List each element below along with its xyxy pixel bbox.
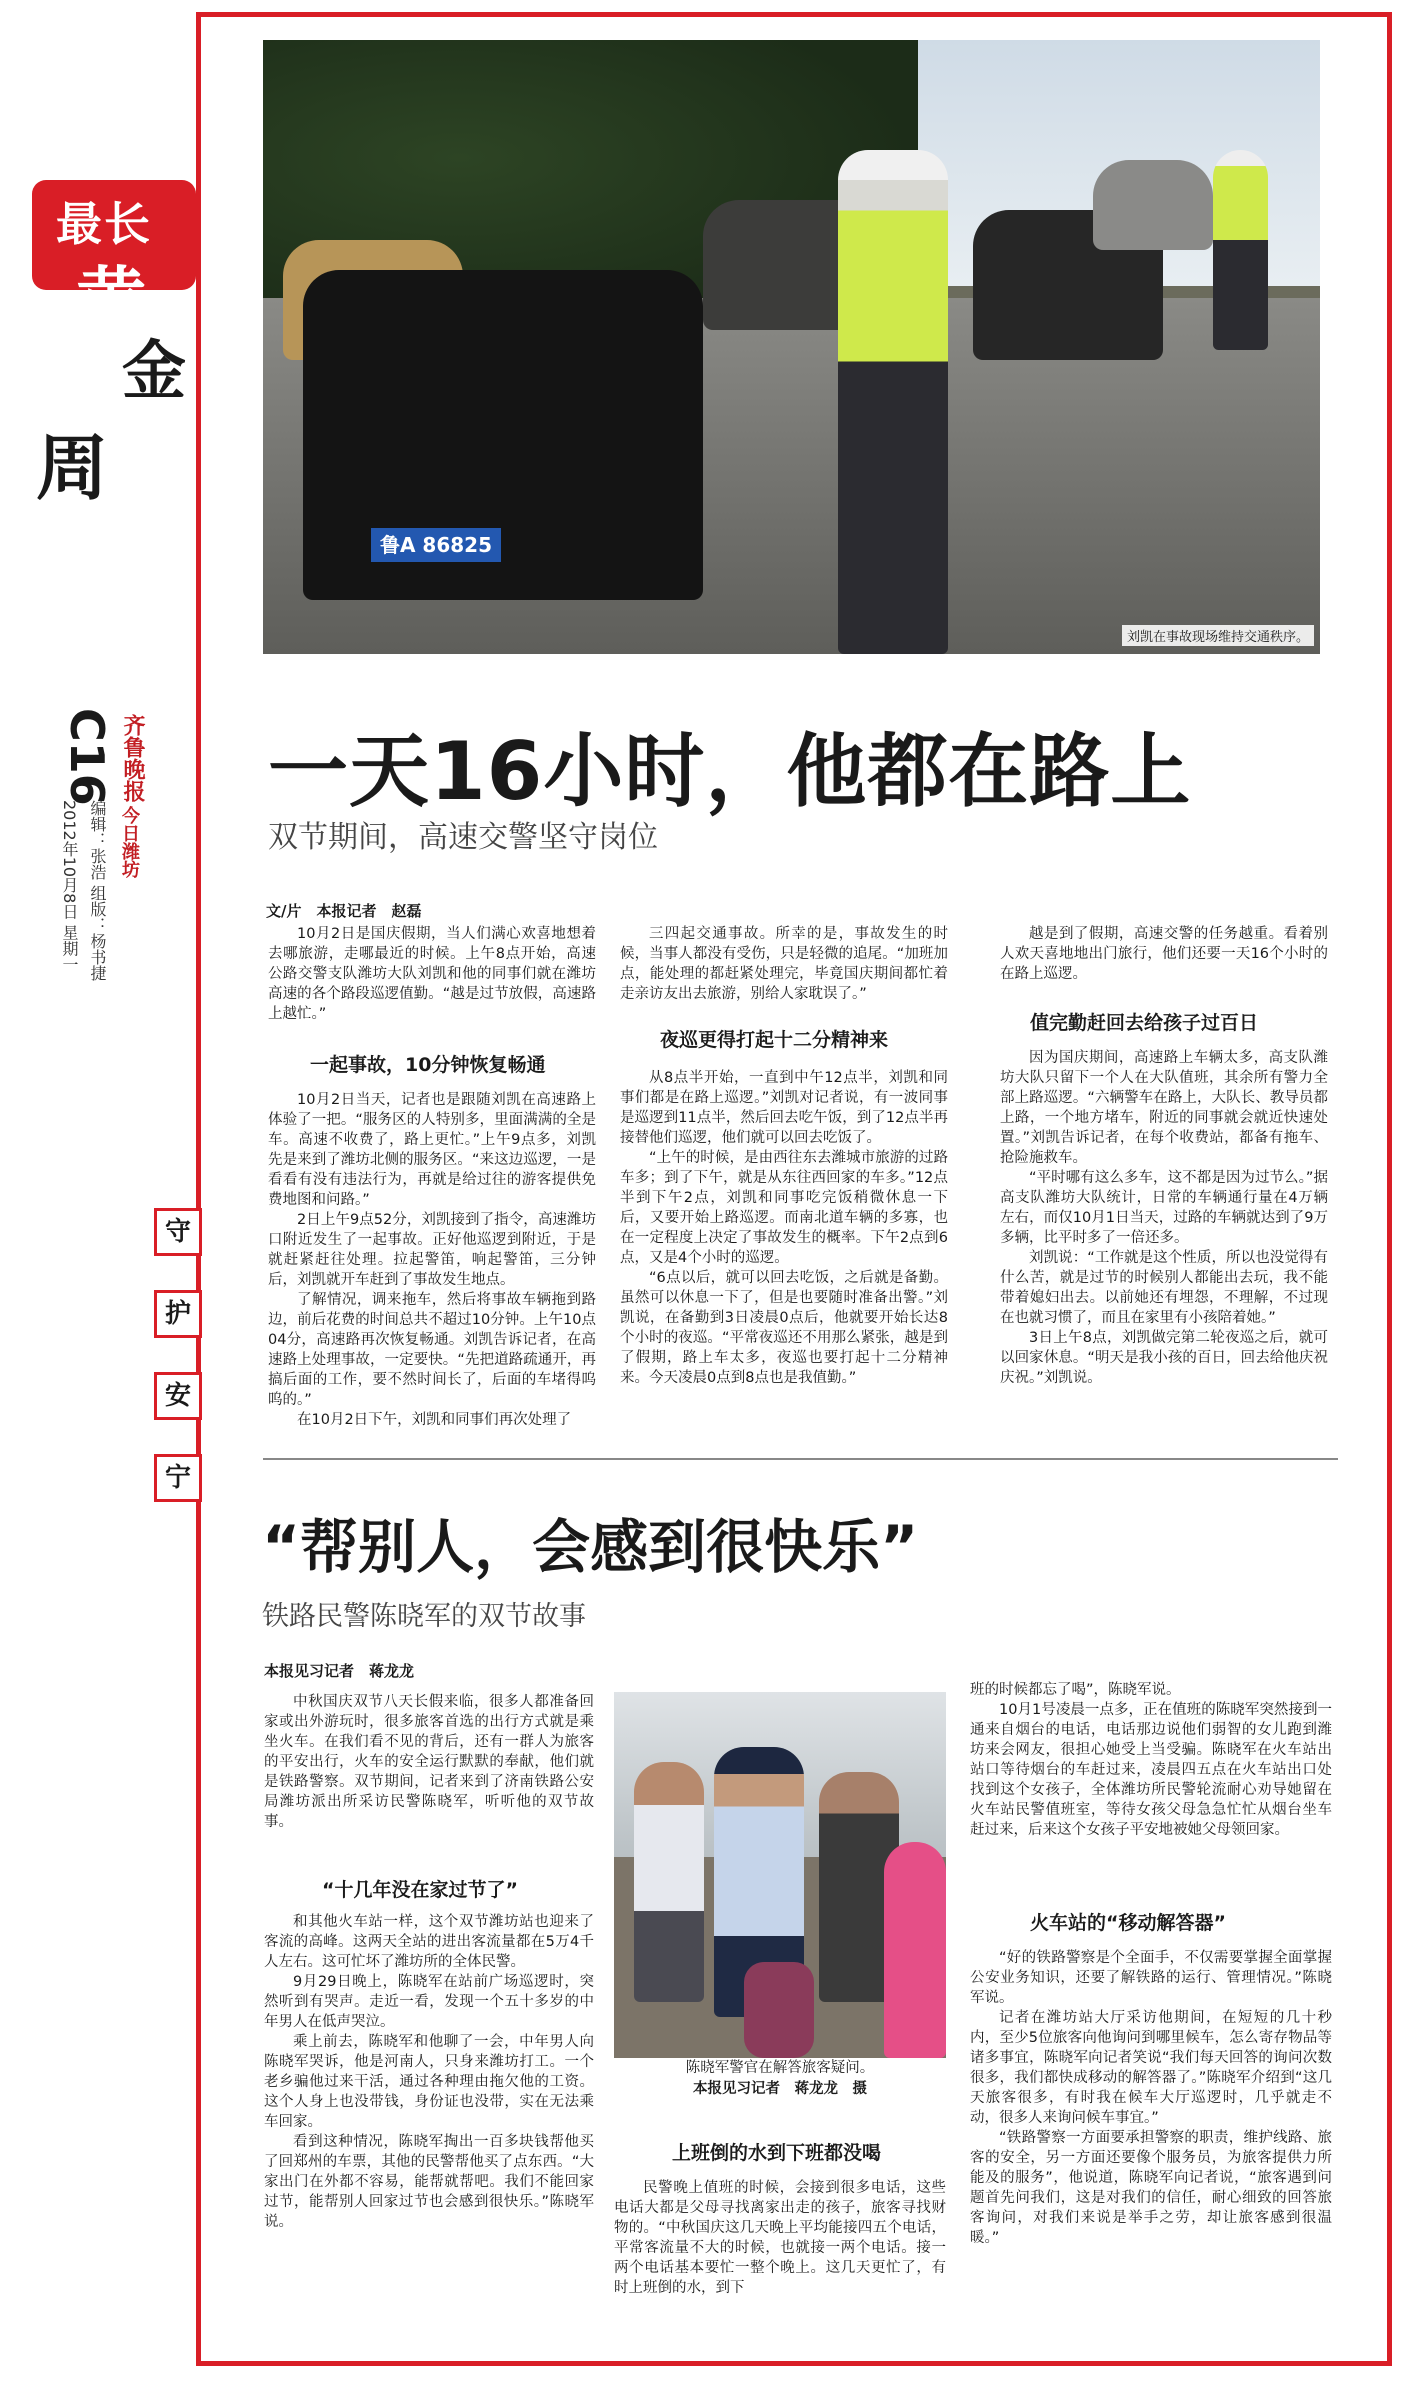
traffic-police-photo xyxy=(263,40,1320,654)
railway-police-photo xyxy=(614,1692,946,2058)
story2-column-3: 班的时候都忘了喝”，陈晓军说。 10月1号凌晨一点多，正在值班的陈晓军突然接到一通来自烟台的电话，电话那边说他们弱智的女儿跑到潍坊来会网友，很担心她受上当受骗。陈晓军在火车站出站口等待烟台的车赶过来，凌晨四五点在火车站出口处找到这个女孩子，全体潍坊所民警轮流耐心劝导她留在火车站民警值班室，等待女孩父母急急忙忙从烟台坐车赶过来，后来这个女孩子平安地被她父母领回家。 xyxy=(970,1682,1332,1838)
logo-char-huang: 黄 xyxy=(76,259,146,341)
story2-subhead-c: 火车站的“移动解答器” xyxy=(1030,1912,1226,1934)
black-car xyxy=(303,270,703,600)
golden-week-logo xyxy=(32,180,196,510)
story1-column-1b: 10月2日当天，记者也是跟随刘凯在高速路上体验了一把。“服务区的人特别多，里面满满的全是车。高速不收费了，路上更忙。”上午9点多，刘凯先是来到了潍坊北侧的服务区。“来这边巡逻，一是看看有没有违法行为，再就是给过往的游客提供免费地图和问路。” 2日上午9点52分，刘凯接到了指令，高速潍坊口附近发生了一起事故。正好他巡逻到附近，于是就赶紧赶往处理。拉起警笛，响起警笛，三分钟后，刘凯就开车赶到了事故发生地点。 了解情况，调来拖车，然后将事故车辆拖到路边，前后花费的时间总共不超过10分钟。上午10点04分，高速路再次恢复畅通。刘凯告诉记者，在高速路上处理事故，一定要快。“先把道路疏通开，再搞后面的工作，要不然时间长了，后面的车堵得呜呜的。” 在10月2日下午，刘凯和同事们再次处理了 xyxy=(268,1092,596,1428)
story1-subhead-c: 值完勤赶回去给孩子过百日 xyxy=(1030,1012,1259,1034)
story1-subhead-b: 夜巡更得打起十二分精神来 xyxy=(660,1029,889,1051)
guard-tag-1: 守 xyxy=(154,1208,202,1256)
story2-column-1: 中秋国庆双节八天长假来临，很多人都准备回家或出外游玩时，很多旅客首选的出行方式就是乘坐火车。在我们看不见的背后，还有一群人为旅客的平安出行，火车的安全运行默默的奉献，他们就是铁路警察。双节期间，记者来到了济南铁路公安局潍坊派出所采访民警陈晓军，听听他的双节故事。 xyxy=(264,1694,594,1830)
section-name: 今日潍坊 xyxy=(119,806,140,878)
story2-column-2: 民警晚上值班的时候，会接到很多电话，这些电话大都是父母寻找离家出走的孩子，旅客寻找财物的。“中秋国庆这几天晚上平均能接四五个电话，平常客流量不大的时候，也就接一两个电话。接一两个电话基本要忙一整个晚上。这几天更忙了，有时上班倒的水，到下 xyxy=(614,2180,946,2296)
logo-char-jin: 金 xyxy=(122,335,186,409)
story2-byline: 本报见习记者 蒋龙龙 xyxy=(264,1662,415,1680)
story2-column-3b: “好的铁路警察是个全面手，不仅需要掌握全面掌握公安业务知识，还要了解铁路的运行、管理情况。”陈晓军说。 记者在潍坊站大厅采访他期间，在短短的几十秒内，至少5位旅客向他询问到哪里候车，怎么寄存物品等诸多事宜，陈晓军向记者笑说“我们每天回答的询问次数很多，我们都快成移动的解答器了。”陈晓军介绍到“这几天旅客很多，有时我在候车大厅巡逻时，几乎就走不动，很多人来询问候车事宜。” “铁路警察一方面要承担警察的职责，维护线路、旅客的安全，另一方面还要像个服务员，为旅客提供力所能及的服务”，他说道，陈晓军向记者说，“旅客遇到问题首先问我们，这是对我们的信任，耐心细致的回答旅客询问，对我们来说是举手之劳，却让旅客感到很温暖。” xyxy=(970,1950,1332,2246)
story1-byline: 文/片 本报记者 赵磊 xyxy=(266,902,422,920)
logo-line1: 最长 xyxy=(56,197,152,251)
story1-column-1: 10月2日是国庆假期，当人们满心欢喜地想着去哪旅游，走哪最近的时候。上午8点开始，高速公路交警支队潍坊大队刘凯和他的同事们就在潍坊高速的各个路段巡逻值勤。“越是过节放假，高速路上越忙。” xyxy=(268,926,596,1022)
story2-subhead-a: “十几年没在家过节了” xyxy=(322,1879,518,1901)
issue-date: 2012年10月8日 星期一 xyxy=(60,800,79,973)
story1-column-3b: 因为国庆期间，高速路上车辆太多，高支队潍坊大队只留下一个人在大队值班，其余所有警力全部上路巡逻。“六辆警车在路上，大队长、教导员都上路，一个地方堵车，附近的同事就会就近快速处置。”刘凯告诉记者，在每个收费站，都备有拖车、抢险施救车。 “平时哪有这么多车，这不都是因为过节么。”据高支队潍坊大队统计，日常的车辆通行量在4万辆左右，而仅10月1日当天，过路的车辆就达到了9万多辆，比平时多了一倍还多。 刘凯说：“工作就是这个性质，所以也没觉得有什么苦，就是过节的时候别人都能出去玩，我不能带着媳妇出去。以前她还有埋怨，不理解，不过现在也就习惯了，而且在家里有小孩陪着她。” 3日上午8点，刘凯做完第二轮夜巡之后，就可以回家休息。“明天是我小孩的百日，回去给他庆祝庆祝。”刘凯说。 xyxy=(1000,1050,1328,1386)
logo-char-zhou: 周 xyxy=(36,426,109,510)
story1-column-2: 三四起交通事故。所幸的是，事故发生的时候，当事人都没有受伤，只是轻微的追尾。“加班加点，能处理的都赶紧处理完，毕竟国庆期间都忙着走亲访友出去旅游，别给人家耽误了。” xyxy=(620,926,948,1002)
license-plate: 鲁A 86825 xyxy=(371,528,501,562)
story2-headline: “帮别人，会感到很快乐” xyxy=(262,1513,919,1581)
story1-column-3: 越是到了假期，高速交警的任务越重。看着别人欢天喜地地出门旅行，他们还要一天16个小时的在路上巡逻。 xyxy=(1000,926,1328,982)
story1-headline: 一天16小时，他都在路上 xyxy=(268,725,1192,818)
story1-subhead-a: 一起事故，10分钟恢复畅通 xyxy=(310,1054,546,1076)
page-number: C16 xyxy=(60,708,114,806)
police-officer xyxy=(838,150,948,654)
guard-tags xyxy=(154,1208,202,1536)
section-divider xyxy=(263,1458,1338,1460)
story2-subheadline: 铁路民警陈晓军的双节故事 xyxy=(262,1601,586,1632)
story2-column-1b: 和其他火车站一样，这个双节潍坊站也迎来了客流的高峰。这两天全站的进出客流量都在5万4千人左右。这可忙坏了潍坊所的全体民警。 9月29日晚上，陈晓军在站前广场巡逻时，突然听到有哭声。走近一看，发现一个五十多岁的中年男人在低声哭泣。 乘上前去，陈晓军和他聊了一会，中年男人向陈晓军哭诉，他是河南人，只身来潍坊打工。一个老乡骗他过来干活，通过各种理由拖欠他的工资。这个人身上也没带钱，身份证也没带，实在无法乘车回家。 看到这种情况，陈晓军掏出一百多块钱帮他买了回郑州的车票，其他的民警帮他买了点东西。“大家出门在外都不容易，能帮就帮吧。我们不能回家过节，能帮别人回家过节也会感到很快乐。”陈晓军说。 xyxy=(264,1914,594,2230)
guard-tag-2: 护 xyxy=(154,1290,202,1338)
story1-subheadline: 双节期间，高速交警坚守岗位 xyxy=(268,820,658,855)
photo1-caption: 刘凯在事故现场维持交通秩序。 xyxy=(1122,625,1314,646)
editors-credit: 编辑：张浩 组版：杨书捷 xyxy=(88,800,107,982)
paper-name: 齐鲁晚报 xyxy=(120,714,146,802)
guard-tag-4: 宁 xyxy=(154,1454,202,1502)
story2-photo-caption: 陈晓军警官在解答旅客疑问。 本报见习记者 蒋龙龙 摄 xyxy=(685,2060,875,2097)
story1-column-2b: 从8点半开始，一直到中午12点半，刘凯和同事们都是在路上巡逻。”刘凯对记者说，有一波同事是巡逻到11点半，然后回去吃午饭，到了12点半再接替他们巡逻，他们就可以回去吃饭了。 “上午的时候，是由西往东去潍城市旅游的过路车多；到了下午，就是从东往西回家的车多。”12点半到下午2点，刘凯和同事吃完饭稍微休息一下后，又要开始上路巡逻。而南北道车辆的多寡，也在一定程度上决定了事故发生的概率。下午2点到6点，又是4个小时的巡逻。 “6点以后，就可以回去吃饭，之后就是备勤。虽然可以休息一下了，但是也要随时准备出警。”刘凯说，在备勤到3日凌晨0点后，他就要开始长达8个小时的夜巡。“平常夜巡还不用那么紧张，越是到了假期，路上车太多，夜巡也要打起十二分精神来。今天凌晨0点到8点也是我值勤。” xyxy=(620,1070,948,1386)
story2-subhead-b: 上班倒的水到下班都没喝 xyxy=(672,2142,882,2164)
guard-tag-3: 安 xyxy=(154,1372,202,1420)
